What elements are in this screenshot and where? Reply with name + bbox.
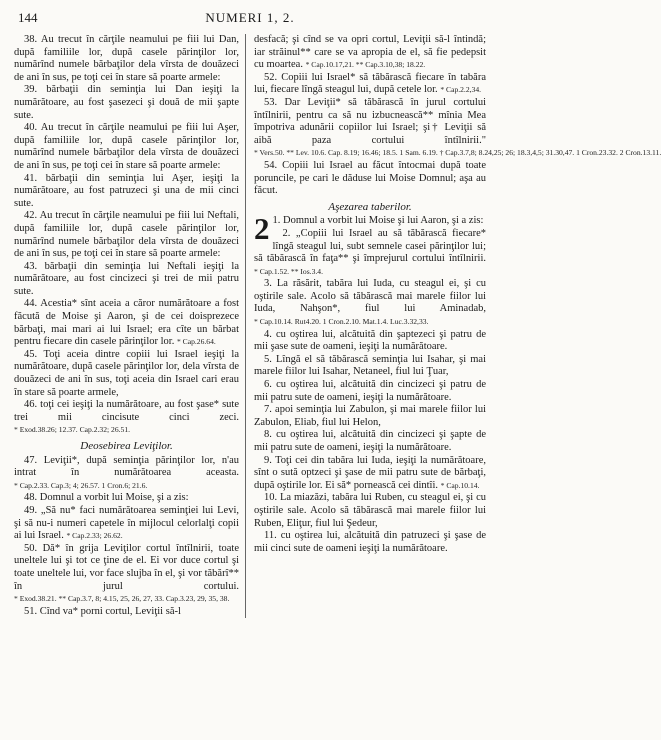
verse <box>14 455 239 493</box>
verse-text: 43. bărbaţii din seminţia lui Neftali ieşiţi la numărătoare, au fost cincizeci şi trei de mii patru sute. <box>14 260 239 297</box>
verse <box>254 530 486 555</box>
verse-text: 52. Copiii lui Israel* să tăbărască fiecare în tabăra lui, fiecare lîngă steagul lui, după cetele lor. <box>254 71 486 96</box>
verse <box>14 122 239 172</box>
verse <box>254 492 486 530</box>
verse-text: 8. cu oştirea lui, alcătuită din cincizeci şi şapte de mii patru sute de oameni, ieşiţi la numărătoare. <box>254 429 486 453</box>
verse-text: 51. Cînd va* porni cortul, Leviţii să-l <box>24 605 181 617</box>
verse-text: 38. Au trecut în cărţile neamului pe fiii lui Dan, după familiile lor, după casele părinţilor lor, numărînd numele bărbaţilor dela vîrsta de douăzeci de ani în sus, pe toţi cei în stare să poarte armele: <box>14 34 239 83</box>
verse-text: 54. Copiii lui Israel au făcut întocmai după toate poruncile, pe cari le dăduse lui Moise Domnul; aşa au făcut. <box>254 159 486 197</box>
cross-reference: * Cap.10.17,21. ** Cap.3.10,38; 18.22. <box>305 60 426 70</box>
verse-text: 1. Domnul a vorbit lui Moise şi lui Aaron, şi a zis: <box>272 215 484 227</box>
cross-reference: * Cap.1.52. ** Ios.3.4. <box>254 266 323 276</box>
verse <box>14 505 239 543</box>
verse-text: 49. „Să nu* faci numărătoarea seminţiei lui Levi, şi să nu-i numeri capetele în mijlocul celorlalţi copii ai lui Israel. <box>14 504 239 542</box>
verse <box>14 606 239 619</box>
verse <box>14 173 239 211</box>
cross-reference: * Cap.10.14. <box>440 480 480 490</box>
verse <box>254 455 486 493</box>
verse-text: 9. Toţi cei din tabăra lui Iuda, ieşiţi la numărătoare, sînt o sută optzeci şi şase de mii patru sute de bărbaţi, după oştirile lor. Ei să* pornească cei dintîi. <box>254 454 486 491</box>
verse <box>14 34 239 84</box>
verse <box>14 84 239 122</box>
verse-text: 44. Acestia* sînt aceia a căror numărătoare a fost făcută de Moise şi Aaron, şi de cei doisprezece bărbaţi, mai mari ai lui Israel; era cîte un bărbat pentru fiecare din casele părinţilor lor. <box>14 298 239 348</box>
verse <box>254 96 661 160</box>
right-column <box>246 34 661 618</box>
left-column <box>14 34 246 618</box>
cross-reference: * Cap.2.33. Cap.3; 4; 26.57. 1 Cron.6; 21.6. <box>14 480 148 490</box>
cross-reference: * Vers.50. ** Lev. 10.6. Cap. 8.19; 16.46; 18.5. 1 Sam. 6.19. † Cap.3.7,8; 8.24,25; 26; 18.3,4,5; 31.30,47. 1 Cron.23.32. 2 Cron.13.11. <box>254 148 661 158</box>
verse <box>254 160 486 198</box>
verse-text: 41. bărbaţii din seminţia lui Aşer, ieşiţi la numărătoare, au fost patruzeci şi una de mii cinci sute. <box>14 172 239 209</box>
verse-text: 48. Domnul a vorbit lui Moise, şi a zis: <box>24 492 189 504</box>
section-heading: Deosebirea Leviţilor. <box>80 440 173 452</box>
verse <box>254 379 486 404</box>
verse-text: 50. Dă* în grija Leviţilor cortul întîlnirii, toate uneltele lui şi tot ce ţine de el. Ei vor duce cortul şi toate uneltele lui, vor face slujba în el, şi vor tăbărî** în jurul cortului. <box>14 542 239 592</box>
verse <box>14 298 239 348</box>
text-columns <box>14 34 661 618</box>
verse <box>254 354 486 379</box>
verse <box>14 399 239 437</box>
section-heading: Aşezarea taberilor. <box>328 200 412 213</box>
verse-text: 40. Au trecut în cărţile neamului pe fiii lui Aşer, după familiile lor, după casele părinţilor lor, numărînd numele bărbaţilor dela vîrsta de douăzeci de ani în sus, pe toţi cei în stare să poarte armele: <box>14 122 239 171</box>
verse <box>14 210 239 260</box>
verse-text: 5. Lîngă el să tăbărască seminţia lui Isahar, şi mai marele fiilor lui Isahar, Netaneel, fiul lui Ţuar, <box>254 353 486 378</box>
verse-text: 42. Au trecut în cărţile neamului pe fiii lui Neftali, după familiile lor, după casele părinţilor lor, numărînd numele bărbaţilor dela vîrsta de douăzeci de ani în sus, pe toţi cei în stare să poarte armele: <box>14 210 239 260</box>
verse-text: 39. bărbaţii din seminţia lui Dan ieşiţi la numărătoare, au fost şasezeci şi două de mii şapte sute. <box>14 84 239 121</box>
verse-text: 3. La răsărit, tabăra lui Iuda, cu steagul ei, şi cu oştirile sale. Acolo să tăbărască mai marele fiilor lui Iuda, Nahşon*, fiul lui Aminadab, <box>254 278 486 315</box>
page-header <box>14 10 486 30</box>
verse <box>254 429 486 454</box>
verse <box>14 543 239 606</box>
verse <box>14 261 239 299</box>
verse <box>254 228 486 278</box>
verse-text: 10. La miazăzi, tabăra lui Ruben, cu steagul ei, şi cu oştirile sale. Acolo să tăbărască mai marele fiilor lui Ruben, Eliţur, fiul lui Şedeur, <box>254 492 486 529</box>
verse <box>254 34 486 72</box>
verse-text: 7. apoi seminţia lui Zabulon, şi mai marele fiilor lui Zabulon, Eliab, fiul lui Helon, <box>254 404 486 428</box>
cross-reference: * Cap.2.2,34. <box>440 85 482 95</box>
verse <box>254 329 486 354</box>
page-number: 144 <box>18 10 38 25</box>
verse-text: 11. cu oştirea lui, alcătuită din patruzeci şi şase de mii cinci sute de oameni ieşiţi la numărătoare. <box>254 530 486 554</box>
verse-text: desfacă; şi cînd se va opri cortul, Leviţii să-l întindă; iar străinul** care se va apropia de el, să fie pedepsit cu moartea. <box>254 34 486 71</box>
cross-reference: * Exod.38.21. ** Cap.3.7, 8; 4.15, 25, 26, 27, 33. Cap.3.23, 29, 35, 38. <box>14 594 230 604</box>
cross-reference: * Exod.38.26; 12.37. Cap.2.32; 26.51. <box>14 425 131 435</box>
verse-text: 6. cu oştirea lui, alcătuită din cincizeci şi patru de mii patru sute de oameni, ieşiţi la numărătoare. <box>254 379 486 403</box>
verse <box>254 404 486 429</box>
verse-text: 47. Leviţii*, după seminţia părinţilor lor, n'au intrat în numărătoarea aceasta. <box>14 454 239 479</box>
verse <box>14 349 239 399</box>
cross-reference: * Cap.10.14. Rut4.20. 1 Cron.2.10. Mat.1.4. Luc.3.32,33. <box>254 317 429 327</box>
running-head: NUMERI 1, 2. <box>205 10 295 25</box>
verse <box>254 72 486 97</box>
cross-reference: * Cap.2.33; 26.62. <box>66 531 123 541</box>
verse-text: 46. toţi cei ieşiţi la numărătoare, au fost şase* sute trei mii cincisute cinci zeci. <box>14 399 239 423</box>
verse-text: 45. Toţi aceia dintre copiii lui Israel ieşiţi la numărătoare, după casele părinţilor lor, dela vîrsta de douăzeci de ani în sus, toţi aceia din Israel cari erau în stare să poarte armele, <box>14 348 239 398</box>
cross-reference: * Cap.26.64. <box>176 337 216 347</box>
verse <box>14 492 239 505</box>
verse-text: 53. Dar Leviţii* să tăbărască în jurul cortului întîlnirii, pentru ca să nu izbucnească** mînia Mea împotriva adunării copiilor lui Israel; şi† Leviţii să aibă paza cortului întîlnirii." <box>254 96 486 146</box>
verse-text: 4. cu oştirea lui, alcătuită din şaptezeci şi patru de mii şase sute de oameni, ieşiţi la numărătoare. <box>254 328 486 353</box>
verse <box>254 278 486 328</box>
verse-text: 2. „Copiii lui Israel au să tăbărască fiecare* lîngă steagul lui, subt semnele casei părinţilor lui; să tăbărască în faţa** şi împrejurul cortului întîlnirii. <box>254 227 486 265</box>
chapter-number: 2 <box>254 211 270 247</box>
